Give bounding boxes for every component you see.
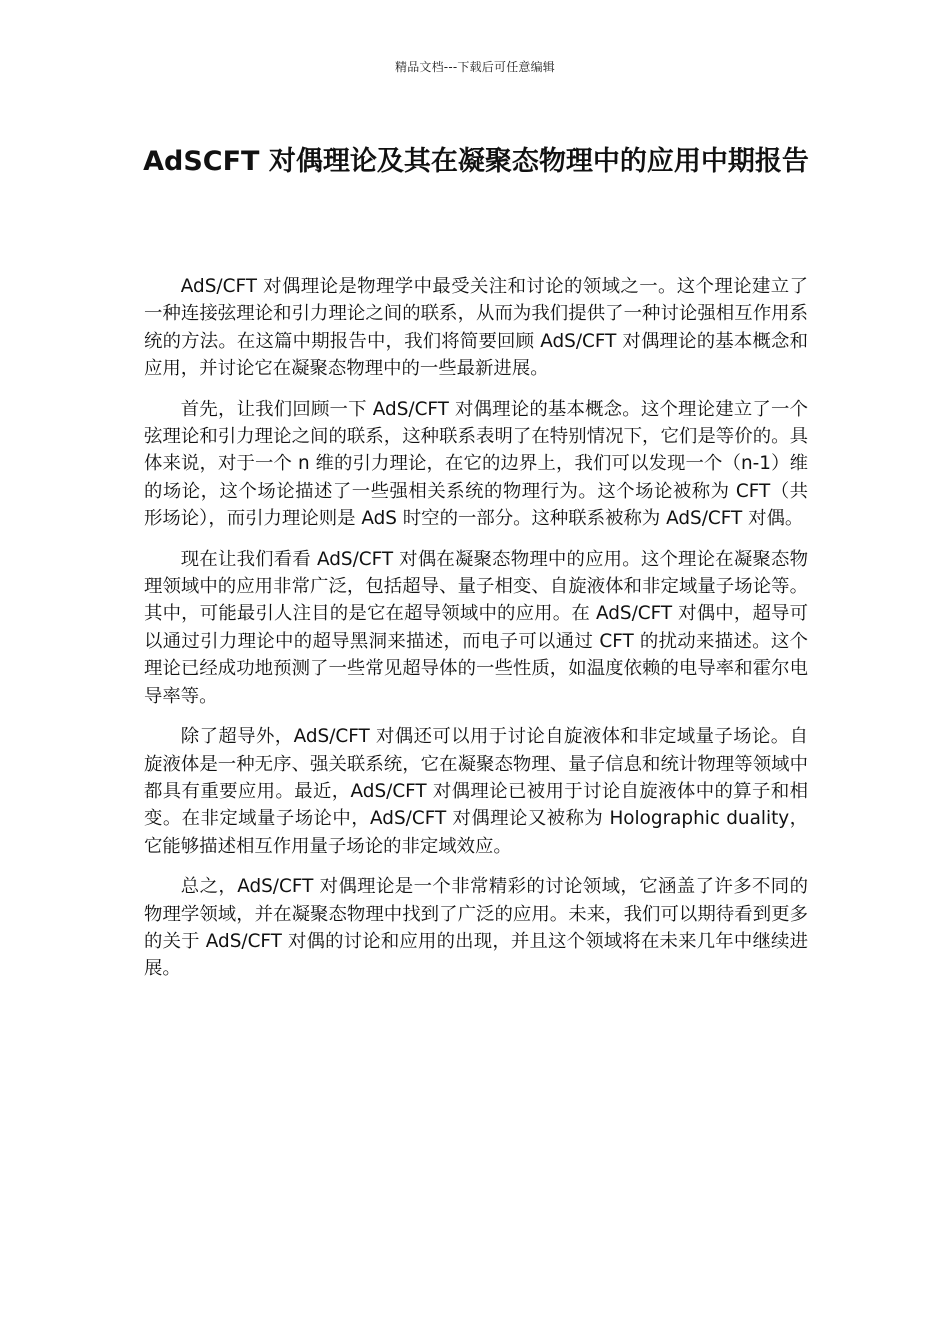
paragraph-3: 现在让我们看看 AdS/CFT 对偶在凝聚态物理中的应用。这个理论在凝聚态物理领域中的应用非常广泛，包括超导、量子相变、自旋液体和非定域量子场论等。其中，可能最引人注目的是它在超导领域中的应用。在 AdS/CFT 对偶中，超导可以通过引力理论中的超导黑洞来描述，而电子可以通过 CFT 的扰动来描述。这个理论已经成功地预测了一些常见超导体的一些性质，如温度依赖的电导率和霍尔电导率等。 [144,548,808,707]
paragraph-4: 除了超导外，AdS/CFT 对偶还可以用于讨论自旋液体和非定域量子场论。自旋液体是一种无序、强关联系统，它在凝聚态物理、量子信息和统计物理等领域中都具有重要应用。最近，AdS/CFT 对偶理论已被用于讨论自旋液体中的算子和相变。在非定域量子场论中，AdS/CFT 对偶理论又被称为 Holographic duality，它能够描述相互作用量子场论的非定域效应。 [144,726,808,857]
paragraph-1: AdS/CFT 对偶理论是物理学中最受关注和讨论的领域之一。这个理论建立了一种连接弦理论和引力理论之间的联系，从而为我们提供了一种讨论强相互作用系统的方法。在这篇中期报告中，我们将简要回顾 AdS/CFT 对偶理论的基本概念和应用，并讨论它在凝聚态物理中的一些最新进展。 [144,276,808,380]
document-title: AdSCFT 对偶理论及其在凝聚态物理中的应用中期报告 [143,146,809,177]
document-body [144,273,808,996]
header-note: 精品文档---下载后可任意编辑 [395,60,555,74]
paragraph-2: 首先，让我们回顾一下 AdS/CFT 对偶理论的基本概念。这个理论建立了一个弦理论和引力理论之间的联系，这种联系表明了在特别情况下，它们是等价的。具体来说，对于一个 n 维的引力理论，在它的边界上，我们可以发现一个（n-1）维的场论，这个场论描述了一些强相关系统的物理行为。这个场论被称为 CFT（共形场论），而引力理论则是 AdS 时空的一部分。这种联系被称为 AdS/CFT 对偶。 [144,398,808,530]
paragraph-5: 总之，AdS/CFT 对偶理论是一个非常精彩的讨论领域，它涵盖了许多不同的物理学领域，并在凝聚态物理中找到了广泛的应用。未来，我们可以期待看到更多的关于 AdS/CFT 对偶的讨论和应用的出现，并且这个领域将在未来几年中继续进展。 [144,876,808,980]
